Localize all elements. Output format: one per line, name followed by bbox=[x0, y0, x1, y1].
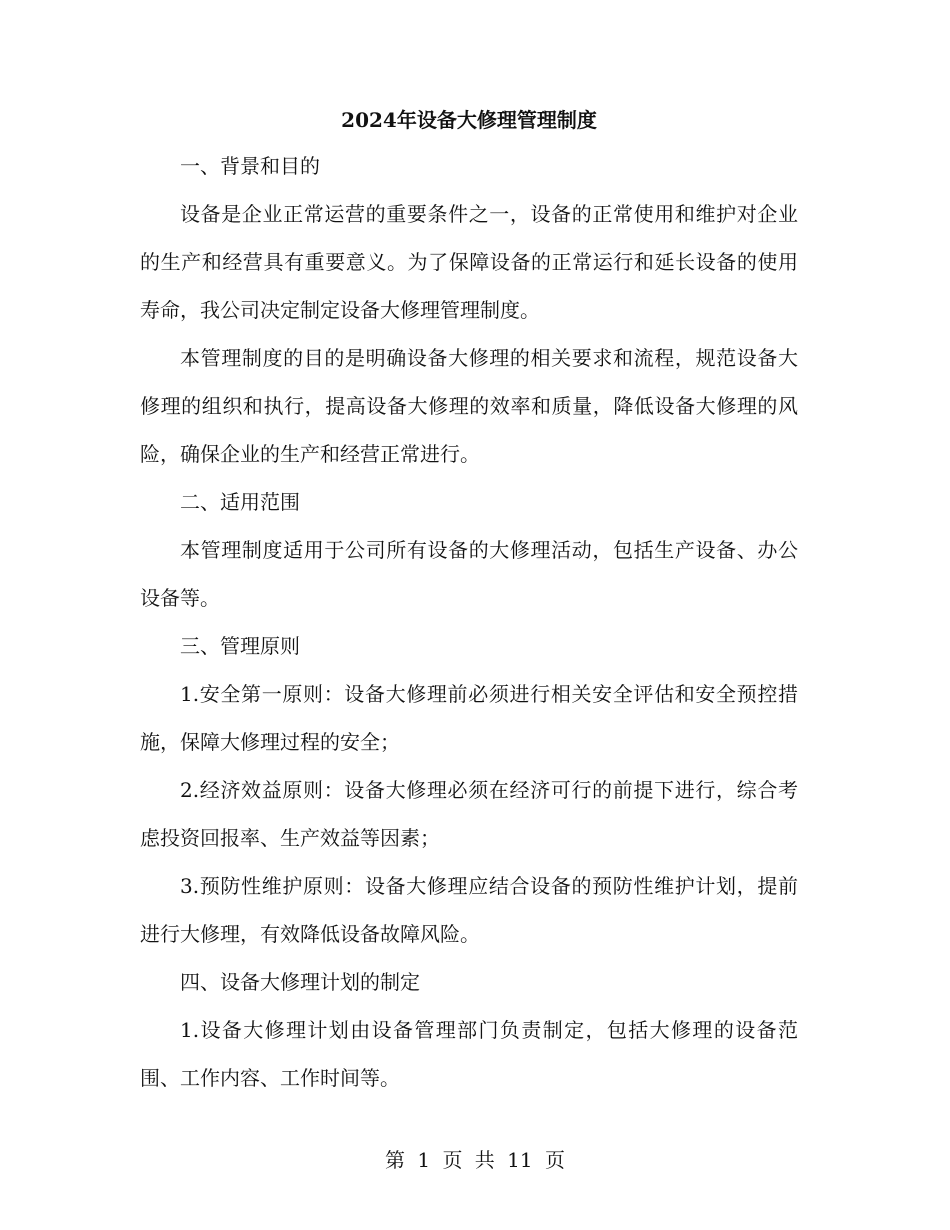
paragraph: 本管理制度适用于公司所有设备的大修理活动，包括生产设备、办公设备等。 bbox=[140, 538, 798, 610]
document-body bbox=[140, 98, 798, 1102]
paragraph: 设备是企业正常运营的重要条件之一，设备的正常使用和维护对企业的生产和经营具有重要意义。为了保障设备的正常运行和延长设备的使用寿命，我公司决定制定设备大修理管理制度。 bbox=[140, 202, 798, 322]
principle-item: 2.经济效益原则：设备大修理必须在经济可行的前提下进行，综合考虑投资回报率、生产效益等因素； bbox=[140, 778, 798, 850]
document-title: 2024年设备大修理管理制度 bbox=[341, 108, 597, 132]
section-heading-background: 一、背景和目的 bbox=[180, 154, 320, 178]
section-heading-principles: 三、管理原则 bbox=[180, 634, 300, 658]
section-heading-scope: 二、适用范围 bbox=[180, 490, 300, 514]
section-heading-plan: 四、设备大修理计划的制定 bbox=[180, 970, 420, 994]
page-number-footer: 第 1 页 共 11 页 bbox=[385, 1148, 565, 1172]
principle-item: 1.安全第一原则：设备大修理前必须进行相关安全评估和安全预控措施，保障大修理过程的安全； bbox=[140, 682, 798, 754]
plan-item: 1.设备大修理计划由设备管理部门负责制定，包括大修理的设备范围、工作内容、工作时间等。 bbox=[140, 1018, 798, 1090]
principle-item: 3.预防性维护原则：设备大修理应结合设备的预防性维护计划，提前进行大修理，有效降低设备故障风险。 bbox=[140, 874, 798, 946]
paragraph: 本管理制度的目的是明确设备大修理的相关要求和流程，规范设备大修理的组织和执行，提高设备大修理的效率和质量，降低设备大修理的风险，确保企业的生产和经营正常进行。 bbox=[140, 346, 798, 466]
